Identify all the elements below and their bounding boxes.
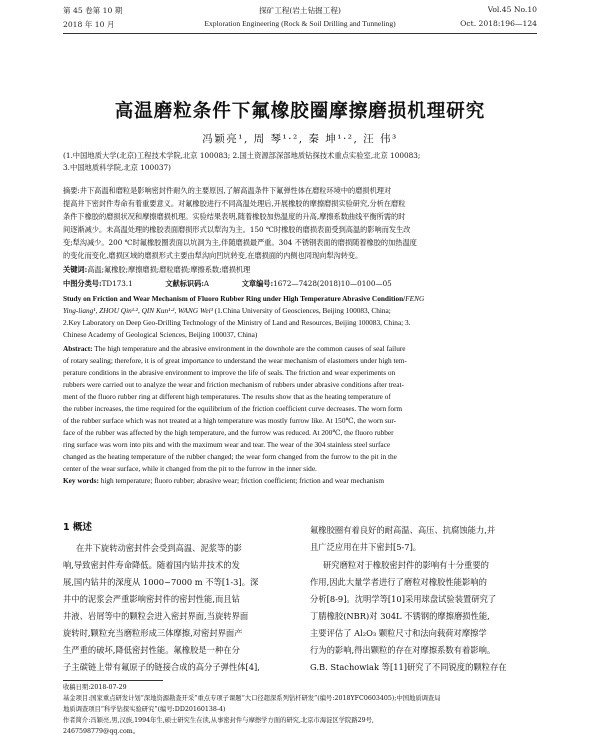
- english-authors: Ying-liang¹, ZHOU Qin¹·², QIN Kun¹·², WANG Wei³: [63, 306, 213, 315]
- abstract-cn-line: 条件下橡胶的磨损状况和摩擦磨损机理。实验结果表明,随着橡胶加热温度的升高,摩擦系数曲线平衡所需的时: [63, 212, 406, 221]
- english-author-first-surname: FENG: [405, 294, 425, 303]
- english-affiliation-line-2: 2.Key Laboratory on Deep Geo-Drilling Technology of the Ministry of Land and Resources, Beijing 100083, China; 3.: [63, 318, 411, 327]
- abstract-en-line: center of the wear surface, while it changed from the pit to the furrow in the inner side.: [63, 464, 317, 473]
- footnote-author-email: 2467598779@qq.com。: [63, 728, 140, 735]
- abstract-cn-line: 提高井下密封件寿命有着重要意义。对氟橡胶进行不同高温处理后,开展橡胶的摩擦磨损实验研究,分析在磨粒: [63, 199, 406, 208]
- page-range: Oct. 2018:196—124: [460, 19, 537, 28]
- journal-date: 2018 年 10 月: [63, 20, 115, 29]
- affiliation-line-2: 3.中国地质科学院,北京 100037): [63, 163, 171, 172]
- abstract-en-line: rubbers were carried out to analyze the wear and friction mechanism of rubbers under abrasive conditions after treat-: [63, 380, 404, 389]
- keywords-en-label: Key words:: [63, 476, 99, 485]
- abstract-en-line: changed as the heating temperature of the rubber changed; the wear form changed from the furrow to the pit in the: [63, 452, 397, 461]
- classification-line: [63, 278, 531, 290]
- body-right-line: 研究磨粒对于橡胶密封件的影响有十分重要的: [323, 560, 489, 570]
- footnote-rule: [63, 680, 163, 681]
- keywords-cn: [63, 264, 531, 276]
- journal-name-en: Exploration Engineering (Rock & Soil Drilling and Tunneling): [204, 19, 396, 28]
- keywords-cn-label: 关键词:: [63, 265, 88, 274]
- author-list: 冯颖亮¹, 周 琴¹·², 秦 坤¹·², 汪 伟³: [202, 133, 398, 145]
- body-left-line: 响,导致密封件寿命降低。随着国内钻井技术的发: [63, 560, 240, 570]
- english-title-line: [63, 293, 533, 304]
- article-no-label: 文章编号:: [241, 279, 274, 288]
- body-right-line: 丁腈橡胶(NBR)对 304L 不锈钢的摩擦磨损性能,: [310, 611, 490, 621]
- body-left-line: 生严重的破坏,降低密封性能。氟橡胶是一种在分: [63, 645, 240, 655]
- english-authors-line: [63, 305, 533, 316]
- doc-code-value: A: [203, 279, 210, 288]
- abstract-cn-line: 变;犁沟减少。200 ℃时氟橡胶圈表面以坑洞为主,伴随磨损最严重。304 不锈钢表面的磨损随着橡胶的加热温度: [63, 238, 417, 247]
- abstract-en-line: face of the rubber was affected by the high temperature, and the furrow was reduced. At 200℃, the fluoro rubber: [63, 428, 394, 437]
- abstract-en-line: of the rubber surface which was not treated at a high temperature was mostly furrow like. At 150℃, the worn sur-: [63, 416, 397, 425]
- journal-volume-issue: 第 45 卷第 10 期: [63, 6, 123, 15]
- body-left-line: 展,国内钻井的深度从 1000~7000 m 不等[1-3]。深: [63, 577, 259, 587]
- abstract-en-first-line: [63, 343, 533, 354]
- section-heading-overview: 1 概述: [63, 522, 92, 533]
- body-right-line: 作用,因此大量学者进行了磨粒对橡胶性能影响的: [310, 577, 487, 587]
- abstract-en-label: Abstract:: [63, 344, 93, 353]
- body-left-line: 子主碳链上带有氟原子的链接合成的高分子弹性体[4],: [63, 662, 260, 672]
- body-right-line: 氟橡胶圈有着良好的耐高温、高压、抗腐蚀能力,并: [310, 525, 496, 535]
- footnote-author-bio: 作者简介:冯颖亮,男,汉族,1994年生,硕士研究生在读,从事密封件与摩擦学方面的研究,北京市海淀区学院路29号,: [63, 717, 374, 724]
- abstract-en-line: perature conditions in the abrasive environment to improve the life of seals. The friction and wear experiments on: [63, 368, 396, 377]
- abstract-cn-line: 的变化而变化,磨损区域的磨损形式主要由犁沟向凹坑转变,在磨损面的内侧也同现向犁沟转变。: [63, 251, 363, 260]
- english-title: Study on Friction and Wear Mechanism of Fluoro Rubber Ring under High Temperature Abrasive Condition/: [63, 294, 406, 303]
- body-right-line: 主要评估了 Al₂O₃ 颗粒尺寸和法向载荷对摩擦学: [310, 628, 487, 638]
- body-right-line: 且广泛应用在井下密封[5-7]。: [310, 542, 422, 552]
- paper-title: 高温磨粒条件下氟橡胶圈摩擦磨损机理研究: [114, 101, 486, 122]
- affiliation-line-1: (1.中国地质大学(北京)工程技术学院,北京 100083; 2.国土资源部深部地质钻探技术重点实验室,北京 100083;: [63, 151, 421, 160]
- english-affiliation-line-3: Chinese Academy of Geological Sciences, Beijing 100037, China): [63, 330, 258, 339]
- abstract-en-line: the rubber increases, the time required for the equilibrium of the friction coefficient curve decreases. The worn form: [63, 404, 403, 413]
- abstract-cn-line: 间逐渐减少。未高温处理的橡胶表面磨损形式以犁沟为主。150 ℃时橡胶的磨损表面受到高温的影响而发生改: [63, 225, 411, 234]
- body-left-line: 井中的泥浆会严重影响密封件的密封性能,而且钻: [63, 594, 240, 604]
- journal-name-cn: 探矿工程(岩土钻掘工程): [259, 6, 341, 15]
- footnote-funding: 基金项目:国家重点研发计划“深地资源勘查开采”重点专项子课题“大口径超深系列钻杆研发”(编号:2018YFC0603405);中国地质调查局: [63, 695, 441, 702]
- footnote-received-date: 收稿日期:2018-07-29: [63, 684, 127, 691]
- body-right-line: 分析[8-9]。沈明学等[10]采用球盘试验装置研究了: [310, 594, 497, 604]
- abstract-en-line: ment of the fluoro rubber ring at different high temperatures. The results show that as the heating temperature of: [63, 392, 391, 401]
- english-affiliation-line-1: (1.China University of Geosciences, Beijing 100083, China;: [214, 306, 391, 315]
- keywords-en-text: high temperature; fluoro rubber; abrasive wear; friction coefficient; friction and wear mechanism: [98, 476, 385, 485]
- body-right-line: 行为的影响,得出颗粒的存在对摩擦系数有着影响。: [310, 645, 496, 655]
- keywords-cn-text: 高温;氟橡胶;摩擦磨损;磨粒磨损;摩擦系数;磨损机理: [87, 265, 251, 274]
- article-no-value: 1672—7428(2018)10—0100—05: [273, 279, 392, 288]
- body-left-line: 井液、岩屑等中的颗粒会进入密封界面,当旋转界面: [63, 611, 249, 621]
- header-rule: [63, 33, 537, 34]
- volume-number-en: Vol.45 No.10: [487, 5, 537, 14]
- keywords-en: [63, 475, 533, 486]
- abstract-cn-line: 摘要:井下高温和磨粒是影响密封件耐久的主要原因,了解高温条件下氟弹性体在磨粒环境中的磨损机理对: [63, 186, 392, 195]
- doc-code-label: 文献标识码:: [165, 279, 204, 288]
- body-left-line: 旋转时,颗粒充当磨粒形成三体摩擦,对密封界面产: [63, 628, 243, 638]
- abstract-en-line: The high temperature and the abrasive environment in the downhole are the common causes of seal failure: [92, 344, 406, 353]
- body-left-line: 在井下旋转动密封件会受到高温、泥浆等的影: [76, 543, 242, 553]
- abstract-en-line: ring surface was worn into pits and with the maximum wear and tear. The wear of the 304 stainless steel surface: [63, 440, 391, 449]
- clc-value: TD173.1: [101, 279, 133, 288]
- abstract-en-line: of rotary sealing; therefore, it is of great importance to understand the wear mechanism of elastomers under high tem-: [63, 356, 407, 365]
- clc-label: 中图分类号:: [63, 279, 102, 288]
- footnote-funding-cont: 地质调查项目“科学钻探实验研究”(编号:DD20160138-4): [63, 706, 226, 713]
- body-right-line: G.B. Stachowiak 等[11]研究了不同锐度的颗粒存在: [310, 662, 507, 672]
